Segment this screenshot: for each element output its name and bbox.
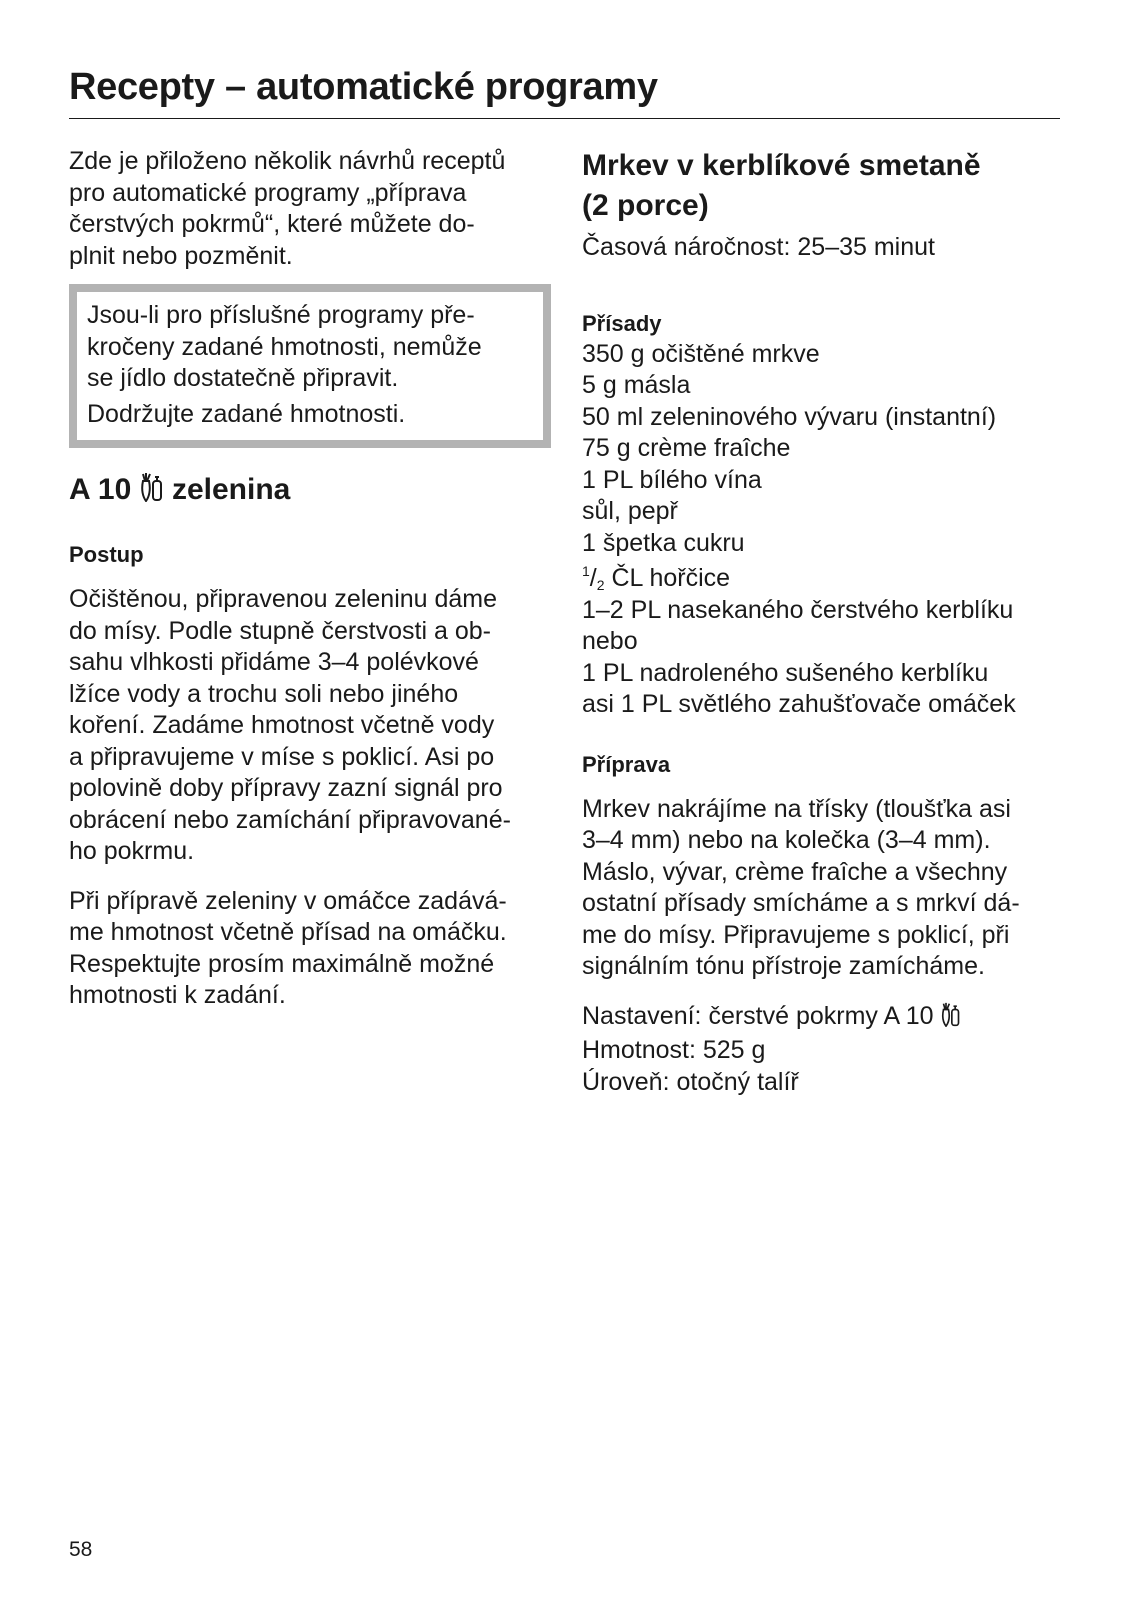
intro-line: plnit nebo pozměnit. [69, 241, 293, 270]
postup-line: koření. Zadáme hmotnost včetně vody [69, 711, 495, 739]
postup-line: obrácení nebo zamíchání připravované- [69, 805, 511, 834]
prep-line: 3–4 mm) nebo na kolečka (3–4 mm). [582, 826, 991, 854]
intro-line: Zde je přiloženo několik návrhů receptů [69, 147, 506, 175]
fraction-numerator: 1 [582, 563, 590, 579]
prep-line: me do mísy. Připravujeme s poklicí, při [582, 920, 1010, 949]
postup-line: sahu vlhkosti přidáme 3–4 polévkové [69, 648, 479, 676]
sauce-line: Respektujte prosím maximálně možné [69, 949, 495, 978]
postup-label: Postup [69, 542, 144, 567]
sauce-line: hmotnosti k zadání. [69, 981, 286, 1009]
postup-line: do mísy. Podle stupně čerstvosti a ob- [69, 616, 491, 645]
ingredient-item-mustard: $^1/_2$ ČL hořčice [582, 563, 731, 593]
note-line: kročeny zadané hmotnosti, nemůže [87, 332, 482, 361]
time-requirement [582, 232, 1062, 264]
program-code: A 10 [69, 473, 132, 506]
page-title: Recepty – automatické programy [69, 66, 658, 108]
prep-line: signálním tónu přístroje zamícháme. [582, 952, 985, 980]
recipe-title [582, 146, 1062, 226]
ingredient-item: sůl, pepř [582, 497, 678, 525]
note-box [69, 284, 551, 448]
ingredient-item: 5 g másla [582, 371, 691, 399]
ingredient-item: 50 ml zeleninového vývaru (instantní) [582, 402, 997, 431]
postup-line: lžíce vody a trochu soli nebo jiného [69, 679, 459, 708]
intro-line: čerstvých pokrmů“, které můžete do- [69, 210, 475, 238]
page-number: 58 [69, 1538, 93, 1561]
time-line: Časová náročnost: 25–35 minut [582, 233, 935, 261]
mustard-text: ČL hořčice [604, 564, 731, 592]
ingredients-label: Přísady [582, 310, 662, 336]
program-name: zelenina [171, 473, 291, 506]
program-heading [69, 470, 559, 513]
settings-paragraph [582, 1001, 1062, 1099]
ingredient-item: 1–2 PL nasekaného čerstvého kerblíku [582, 595, 1014, 624]
ingredient-item: nebo [582, 627, 638, 655]
ingredients-list [582, 339, 1062, 721]
postup-paragraph [69, 584, 559, 868]
vegetables-icon [140, 472, 164, 513]
postup-line: Očištěnou, připravenou zeleninu dáme [69, 585, 498, 613]
note-line: se jídlo dostatečně připravit. [87, 364, 399, 392]
setting-line [582, 1001, 1062, 1036]
prep-label: Příprava [582, 751, 671, 777]
intro-line: pro automatické programy „příprava [69, 178, 467, 207]
level-line: Úroveň: otočný talíř [582, 1067, 799, 1096]
title-rule [69, 118, 1060, 119]
recipe-title-line: Mrkev v kerblíkové smetaně [582, 149, 981, 182]
postup-line: a připravujeme v míse s poklicí. Asi po [69, 742, 495, 771]
prep-line: Máslo, vývar, crème fraîche a všechny [582, 857, 1008, 886]
recipe-title-line: (2 porce) [582, 189, 709, 222]
ingredient-item: 1 PL bílého vína [582, 465, 762, 494]
setting-text: Nastavení: čerstvé pokrmy A 10 [582, 1001, 934, 1030]
postup-line: polovině doby přípravy zazní signál pro [69, 774, 503, 802]
fraction-denominator: 2 [596, 577, 605, 593]
sauce-line: me hmotnost včetně přísad na omáčku. [69, 918, 507, 946]
ingredient-item: 350 g očištěné mrkve [582, 339, 820, 368]
ingredient-item: 75 g crème fraîche [582, 434, 791, 462]
prep-line: Mrkev nakrájíme na třísky (tloušťka asi [582, 794, 1011, 823]
vegetables-icon [941, 1002, 961, 1036]
note-extra: Dodržujte zadané hmotnosti. [87, 399, 406, 428]
sauce-line: Při přípravě zeleniny v omáčce zadává- [69, 886, 507, 915]
prep-paragraph [582, 794, 1062, 983]
prep-line: ostatní přísady smícháme a s mrkví dá- [582, 889, 1020, 917]
ingredient-item: asi 1 PL světlého zahušťovače omáček [582, 690, 1016, 718]
left-column [69, 146, 559, 1012]
sauce-paragraph [69, 886, 559, 1012]
postup-line: ho pokrmu. [69, 837, 195, 865]
weight-line: Hmotnost: 525 g [582, 1036, 766, 1064]
right-column [582, 146, 1062, 1098]
ingredient-item: 1 PL nadroleného sušeného kerblíku [582, 658, 989, 687]
ingredient-item: 1 špetka cukru [582, 528, 745, 557]
intro-paragraph [69, 146, 559, 272]
note-line: Jsou-li pro příslušné programy pře- [87, 301, 475, 329]
